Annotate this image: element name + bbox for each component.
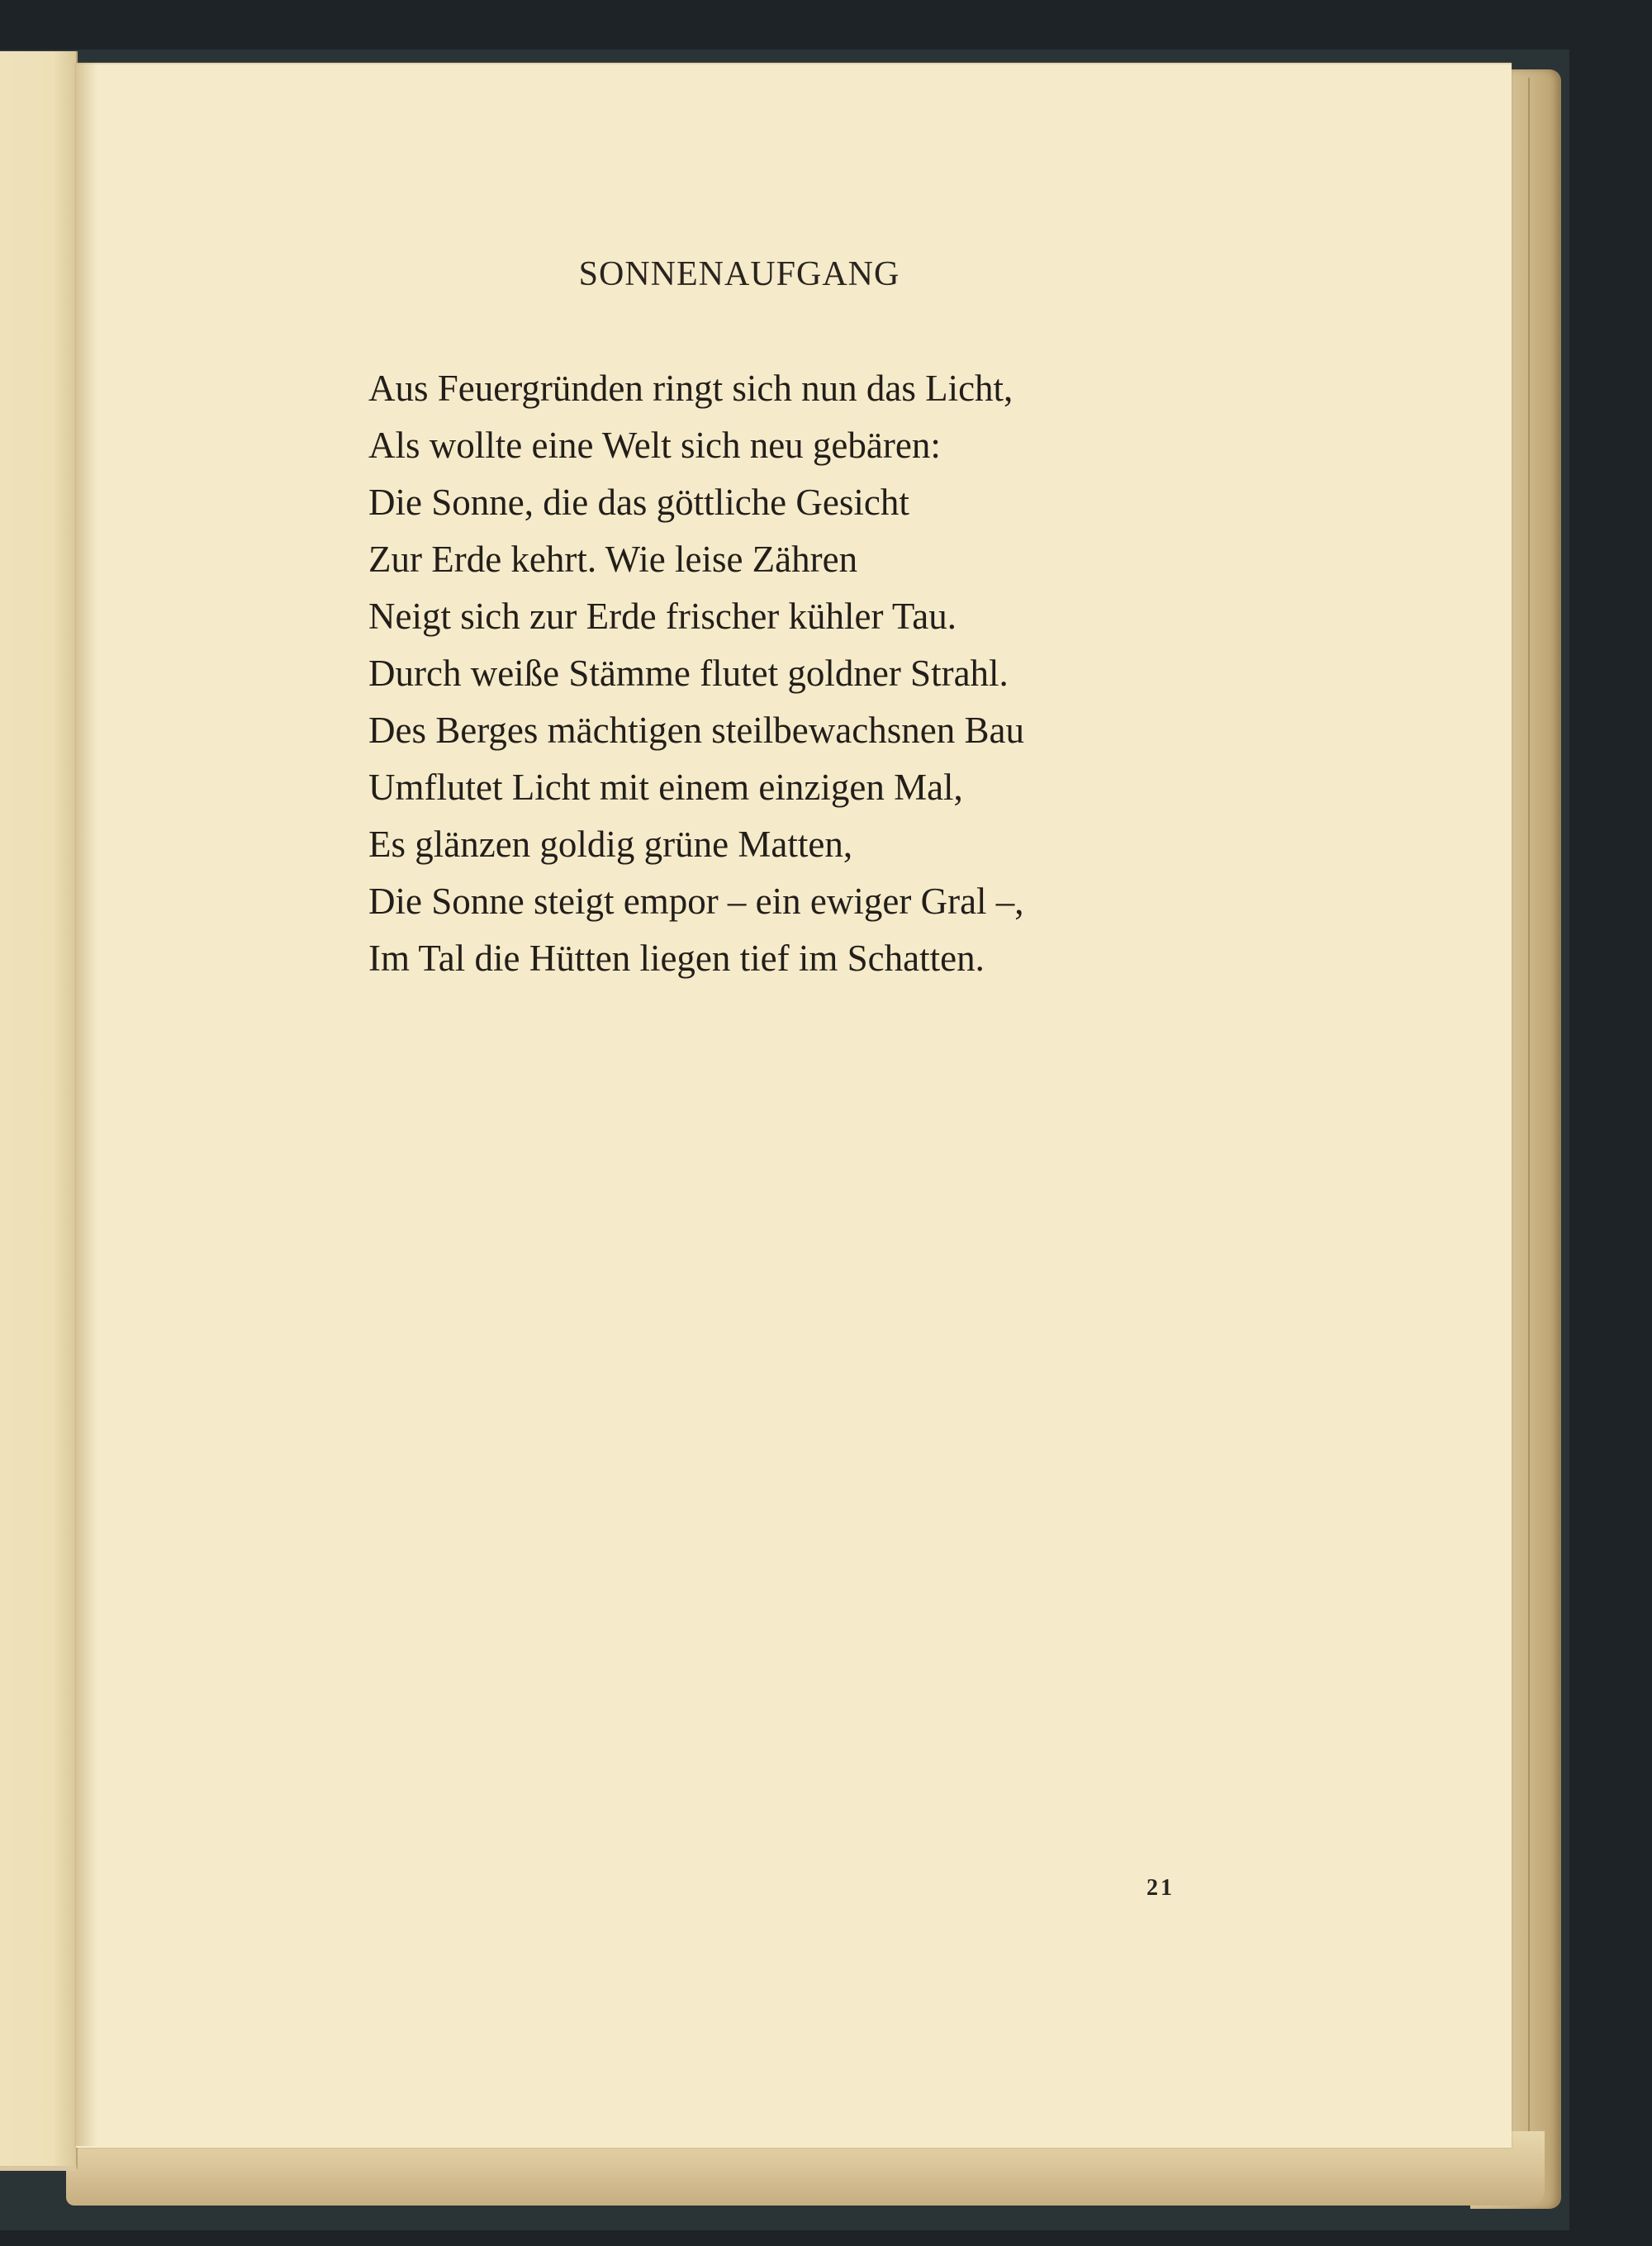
poem-line: Im Tal die Hütten liegen tief im Schatten. — [368, 938, 985, 979]
page-number: 21 — [1146, 1875, 1175, 1901]
poem-line: Als wollte eine Welt sich neu gebären: — [368, 425, 941, 466]
poem-line: Die Sonne, die das göttliche Gesicht — [368, 482, 909, 523]
poem-line: Zur Erde kehrt. Wie leise Zähren — [368, 539, 858, 580]
poem-title: SONNENAUFGANG — [578, 255, 900, 293]
poem-line: Neigt sich zur Erde frischer kühler Tau. — [368, 596, 957, 637]
poem-line: Durch weiße Stämme flutet goldner Strahl. — [368, 653, 1009, 694]
poem-line: Des Berges mächtigen steilbewachsnen Bau — [368, 710, 1024, 751]
poem-line: Umflutet Licht mit einem einzigen Mal, — [368, 767, 963, 808]
poem-line: Aus Feuergründen ringt sich nun das Licht, — [368, 368, 1014, 409]
poem-line: Es glänzen goldig grüne Matten, — [368, 824, 853, 865]
poem-body — [368, 360, 1194, 987]
left-facing-page — [0, 51, 78, 2171]
poem-line: Die Sonne steigt empor – ein ewiger Gral –, — [368, 881, 1024, 922]
page-gutter-shadow — [76, 63, 97, 2146]
